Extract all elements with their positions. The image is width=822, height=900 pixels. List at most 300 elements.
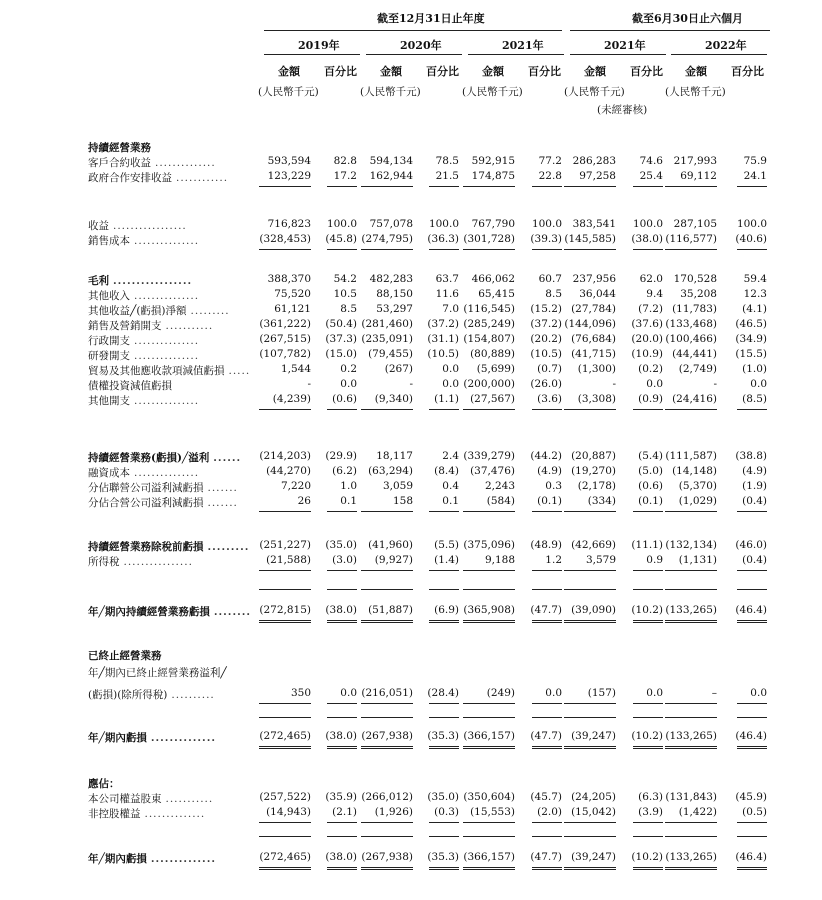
row-label-text: 客戶合約收益 xyxy=(88,157,151,169)
subtotal-rule xyxy=(532,570,562,571)
row-label xyxy=(88,363,250,378)
amount-cell: (37,476) xyxy=(470,465,515,477)
subtotal-rule xyxy=(259,409,311,410)
percent-cell: (39.3) xyxy=(530,233,562,245)
amount-cell: 286,283 xyxy=(572,155,616,167)
row-label-text: (虧損)(除所得稅) xyxy=(88,689,168,701)
percent-cell: (5.4) xyxy=(638,450,663,462)
subtotal-rule xyxy=(463,717,515,718)
percent-cell: (0.6) xyxy=(332,393,357,405)
amount-cell: 65,415 xyxy=(478,288,515,300)
percent-cell: (37.2) xyxy=(427,318,459,330)
amount-cell: (251,227) xyxy=(259,539,311,551)
amount-cell: (41,960) xyxy=(368,539,413,551)
percent-cell: (45.8) xyxy=(325,233,357,245)
amount-cell: (19,270) xyxy=(571,465,616,477)
row-label-text: 收益 xyxy=(88,220,109,232)
percent-cell: (20.2) xyxy=(530,333,562,345)
percent-cell: 0.0 xyxy=(646,687,663,699)
percent-cell: (10.5) xyxy=(530,348,562,360)
amount-cell: (366,157) xyxy=(463,730,515,742)
leader-dots: .............. xyxy=(150,732,217,744)
percent-cell: 0.0 xyxy=(646,378,663,390)
percent-cell: 77.2 xyxy=(538,155,562,167)
percent-cell: (0.9) xyxy=(638,393,663,405)
amount-cell: (584) xyxy=(486,495,515,507)
subtotal-rule xyxy=(665,186,717,187)
amount-cell: (2,749) xyxy=(678,363,717,375)
percent-cell: (35.0) xyxy=(427,791,459,803)
subtotal-rule xyxy=(564,186,616,187)
subtotal-rule xyxy=(327,409,357,410)
percent-cell: (1.9) xyxy=(742,480,767,492)
row-label xyxy=(88,233,199,248)
amount-cell: (51,887) xyxy=(368,604,413,616)
amount-cell: (3,308) xyxy=(577,393,616,405)
year-header: 2019年 xyxy=(298,39,340,52)
amount-cell: 123,229 xyxy=(267,170,311,182)
subtotal-rule xyxy=(361,409,413,410)
percent-cell: 21.5 xyxy=(435,170,459,182)
percent-cell: 100.0 xyxy=(632,218,663,230)
amount-cell: 350 xyxy=(290,687,311,699)
amount-cell: (4,239) xyxy=(272,393,311,405)
percent-cell: 0.0 xyxy=(545,687,562,699)
subtotal-rule xyxy=(361,511,413,512)
subtotal-rule xyxy=(532,717,562,718)
subtotal-rule xyxy=(532,822,562,823)
percent-cell: (1.0) xyxy=(742,363,767,375)
subtotal-rule xyxy=(564,717,616,718)
amount-cell: (133,265) xyxy=(665,851,717,863)
amount-header: 金額 xyxy=(482,65,504,78)
percent-cell: 0.0 xyxy=(750,378,767,390)
percent-cell: (5.5) xyxy=(434,539,459,551)
total-double-rule xyxy=(429,746,459,749)
amount-cell: (274,795) xyxy=(361,233,413,245)
amount-cell: 9,188 xyxy=(484,554,515,566)
unaudited-label: (未經審核) xyxy=(597,104,648,116)
subtotal-rule xyxy=(463,570,515,571)
amount-cell: (2,178) xyxy=(577,480,616,492)
row-label xyxy=(88,791,213,806)
total-double-rule xyxy=(737,620,767,623)
total-double-rule xyxy=(361,746,413,749)
amount-cell: (24,205) xyxy=(571,791,616,803)
total-double-rule xyxy=(633,867,663,870)
row-label xyxy=(88,450,241,465)
amount-cell: 388,370 xyxy=(267,273,311,285)
year-underline xyxy=(570,54,666,55)
year-underline xyxy=(671,54,767,55)
row-label xyxy=(88,851,216,866)
percent-cell: 0.0 xyxy=(340,687,357,699)
row-label xyxy=(88,554,193,569)
row-label-text: 持續經營業務(虧損)╱溢利 xyxy=(88,452,210,464)
row-label xyxy=(88,348,199,363)
amount-cell: 3,579 xyxy=(585,554,616,566)
leader-dots: ......... xyxy=(207,541,250,553)
amount-cell: (301,728) xyxy=(463,233,515,245)
subtotal-rule xyxy=(633,822,663,823)
row-label-text: 分佔合營公司溢利減虧損 xyxy=(88,497,204,509)
amount-cell: (375,096) xyxy=(463,539,515,551)
unit-label: (人民幣千元) xyxy=(462,86,523,98)
leader-dots: ............... xyxy=(134,335,200,347)
amount-cell: (1,029) xyxy=(678,495,717,507)
percent-cell: 8.5 xyxy=(340,303,357,315)
amount-cell: 75,520 xyxy=(274,288,311,300)
amount-cell: (39,247) xyxy=(571,730,616,742)
percent-cell: (10.2) xyxy=(631,730,663,742)
row-label-text: 毛利 xyxy=(88,275,109,287)
percent-cell: (8.4) xyxy=(434,465,459,477)
subtotal-rule xyxy=(532,589,562,590)
leader-dots: ............... xyxy=(134,235,200,247)
year-underline xyxy=(366,54,462,55)
percent-cell: (38.0) xyxy=(325,851,357,863)
amount-cell: 592,915 xyxy=(471,155,515,167)
percent-cell: (40.6) xyxy=(735,233,767,245)
subtotal-rule xyxy=(429,703,459,704)
amount-cell: (116,577) xyxy=(665,233,717,245)
percent-cell: (45.9) xyxy=(735,791,767,803)
amount-cell: (80,889) xyxy=(470,348,515,360)
amount-cell: (15,042) xyxy=(571,806,616,818)
total-double-rule xyxy=(463,746,515,749)
percent-cell: (47.7) xyxy=(530,604,562,616)
amount-cell: (5,699) xyxy=(476,363,515,375)
amount-cell: (15,553) xyxy=(470,806,515,818)
percent-cell: (48.9) xyxy=(530,539,562,551)
percent-cell: 11.6 xyxy=(435,288,459,300)
amount-cell: - xyxy=(612,378,616,390)
leader-dots: ........... xyxy=(165,320,214,332)
percent-cell: 74.6 xyxy=(639,155,663,167)
amount-cell: 466,062 xyxy=(471,273,515,285)
subtotal-rule xyxy=(327,717,357,718)
subtotal-rule xyxy=(665,249,717,250)
percent-cell: 25.4 xyxy=(639,170,663,182)
percent-cell: (4.9) xyxy=(537,465,562,477)
percent-cell: 17.2 xyxy=(333,170,357,182)
amount-cell: - xyxy=(307,378,311,390)
amount-cell: 53,297 xyxy=(376,303,413,315)
amount-cell: (14,148) xyxy=(672,465,717,477)
percent-cell: (38.0) xyxy=(631,233,663,245)
percent-cell: (37.3) xyxy=(325,333,357,345)
amount-cell: 767,790 xyxy=(471,218,515,230)
percent-cell: (8.5) xyxy=(742,393,767,405)
percent-cell: 0.1 xyxy=(340,495,357,507)
percent-cell: (4.1) xyxy=(742,303,767,315)
percent-cell: (46.0) xyxy=(735,539,767,551)
interim-period-header: 截至6月30日止六個月 xyxy=(632,12,743,25)
subtotal-rule xyxy=(327,589,357,590)
subtotal-rule xyxy=(665,570,717,571)
subtotal-rule xyxy=(737,409,767,410)
percent-cell: 0.3 xyxy=(545,480,562,492)
percent-cell: (47.7) xyxy=(530,851,562,863)
subtotal-rule xyxy=(665,409,717,410)
percent-cell: 0.2 xyxy=(340,363,357,375)
percent-cell: 8.5 xyxy=(545,288,562,300)
subtotal-rule xyxy=(259,836,311,837)
year-header: 2020年 xyxy=(400,39,442,52)
total-double-rule xyxy=(564,620,616,623)
amount-cell: (44,441) xyxy=(672,348,717,360)
amount-cell: (257,522) xyxy=(259,791,311,803)
amount-cell: (235,091) xyxy=(361,333,413,345)
subtotal-rule xyxy=(463,186,515,187)
subtotal-rule xyxy=(633,703,663,704)
subtotal-rule xyxy=(429,249,459,250)
amount-cell: (44,270) xyxy=(266,465,311,477)
amount-cell: (14,943) xyxy=(266,806,311,818)
percent-cell: (35.3) xyxy=(427,851,459,863)
row-label-text: 政府合作安排收益 xyxy=(88,172,172,184)
leader-dots: ............ xyxy=(176,172,229,184)
percent-cell: (50.4) xyxy=(325,318,357,330)
subtotal-rule xyxy=(361,717,413,718)
amount-cell: 482,283 xyxy=(369,273,413,285)
year-header: 2021年 xyxy=(604,39,646,52)
amount-cell: 97,258 xyxy=(579,170,616,182)
percent-cell: (0.6) xyxy=(638,480,663,492)
percent-cell: 22.8 xyxy=(538,170,562,182)
percent-cell: (11.1) xyxy=(631,539,663,551)
subtotal-rule xyxy=(259,511,311,512)
row-label xyxy=(88,806,205,821)
subtotal-rule xyxy=(633,717,663,718)
percent-cell: (10.5) xyxy=(427,348,459,360)
total-double-rule xyxy=(259,867,311,870)
row-label-text: 年╱期內持續經營業務虧損 xyxy=(88,606,210,618)
subtotal-rule xyxy=(259,570,311,571)
percent-cell: (38.8) xyxy=(735,450,767,462)
subtotal-rule xyxy=(564,409,616,410)
amount-cell: 3,059 xyxy=(382,480,413,492)
subtotal-rule xyxy=(564,589,616,590)
amount-cell: (272,465) xyxy=(259,851,311,863)
percent-cell: (10.9) xyxy=(631,348,663,360)
amount-cell: (267,515) xyxy=(259,333,311,345)
subtotal-rule xyxy=(361,589,413,590)
percent-cell: 63.7 xyxy=(435,273,459,285)
subtotal-rule xyxy=(737,249,767,250)
percent-cell: (4.9) xyxy=(742,465,767,477)
subtotal-rule xyxy=(633,186,663,187)
percent-cell: (5.0) xyxy=(638,465,663,477)
amount-cell: (111,587) xyxy=(665,450,717,462)
amount-cell: (107,782) xyxy=(259,348,311,360)
amount-cell: (267,938) xyxy=(361,730,413,742)
percent-cell: (36.3) xyxy=(427,233,459,245)
amount-cell: 383,541 xyxy=(572,218,616,230)
subtotal-rule xyxy=(463,511,515,512)
subtotal-rule xyxy=(532,186,562,187)
total-double-rule xyxy=(665,867,717,870)
leader-dots: ................ xyxy=(123,556,193,568)
amount-cell: (350,604) xyxy=(463,791,515,803)
amount-cell: (116,545) xyxy=(463,303,515,315)
amount-cell: (216,051) xyxy=(361,687,413,699)
subtotal-rule xyxy=(737,186,767,187)
row-label xyxy=(88,730,216,745)
attributable-section-title: 應佔： xyxy=(88,778,120,790)
percent-cell: (0.7) xyxy=(537,363,562,375)
percent-cell: (47.7) xyxy=(530,730,562,742)
total-double-rule xyxy=(429,620,459,623)
subtotal-rule xyxy=(737,822,767,823)
percent-cell: 12.3 xyxy=(743,288,767,300)
subtotal-rule xyxy=(259,717,311,718)
percent-cell: (26.0) xyxy=(530,378,562,390)
amount-cell: 162,944 xyxy=(369,170,413,182)
percent-cell: (1.1) xyxy=(434,393,459,405)
leader-dots: ................. xyxy=(113,220,187,232)
leader-dots: ......... xyxy=(190,305,230,317)
total-double-rule xyxy=(463,867,515,870)
row-label xyxy=(88,378,176,393)
total-double-rule xyxy=(665,620,717,623)
subtotal-rule xyxy=(463,589,515,590)
amount-cell: (39,247) xyxy=(571,851,616,863)
subtotal-rule xyxy=(737,589,767,590)
amount-cell: 1,544 xyxy=(280,363,311,375)
percent-cell: (38.0) xyxy=(325,604,357,616)
amount-cell: - xyxy=(713,378,717,390)
row-label xyxy=(88,288,199,303)
amount-cell: (1,300) xyxy=(577,363,616,375)
subtotal-rule xyxy=(633,249,663,250)
percent-cell: (15.5) xyxy=(735,348,767,360)
percent-cell: (46.5) xyxy=(735,318,767,330)
row-label-text: 年╱期內虧損 xyxy=(88,853,147,865)
row-label xyxy=(88,273,192,288)
subtotal-rule xyxy=(327,186,357,187)
subtotal-rule xyxy=(327,822,357,823)
total-double-rule xyxy=(737,867,767,870)
percent-cell: (31.1) xyxy=(427,333,459,345)
amount-cell: 287,105 xyxy=(673,218,717,230)
percent-cell: (46.4) xyxy=(735,730,767,742)
amount-cell: (267,938) xyxy=(361,851,413,863)
total-double-rule xyxy=(327,867,357,870)
subtotal-rule xyxy=(532,703,562,704)
percent-cell: (28.4) xyxy=(427,687,459,699)
amount-cell: 35,208 xyxy=(680,288,717,300)
subtotal-rule xyxy=(665,589,717,590)
amount-cell: (272,465) xyxy=(259,730,311,742)
percent-cell: (15.0) xyxy=(325,348,357,360)
total-double-rule xyxy=(259,746,311,749)
subtotal-rule xyxy=(633,589,663,590)
subtotal-rule xyxy=(259,822,311,823)
percent-cell: (2.0) xyxy=(537,806,562,818)
amount-cell: (9,340) xyxy=(374,393,413,405)
subtotal-rule xyxy=(429,570,459,571)
total-double-rule xyxy=(737,746,767,749)
percent-cell: (3.6) xyxy=(537,393,562,405)
amount-cell: (361,222) xyxy=(259,318,311,330)
amount-header: 金額 xyxy=(584,65,606,78)
amount-cell: – xyxy=(711,687,717,699)
subtotal-rule xyxy=(361,570,413,571)
row-label xyxy=(88,318,213,333)
subtotal-rule xyxy=(361,249,413,250)
subtotal-rule xyxy=(532,511,562,512)
unit-label: (人民幣千元) xyxy=(564,86,625,98)
annual-divider xyxy=(264,30,562,31)
amount-cell: (76,684) xyxy=(571,333,616,345)
row-label xyxy=(88,687,215,702)
percent-cell: (15.2) xyxy=(530,303,562,315)
total-double-rule xyxy=(327,620,357,623)
amount-header: 金額 xyxy=(380,65,402,78)
percent-cell: (10.2) xyxy=(631,604,663,616)
subtotal-rule xyxy=(429,717,459,718)
leader-dots: ................. xyxy=(113,275,193,287)
amount-cell: 594,134 xyxy=(369,155,413,167)
subtotal-rule xyxy=(564,836,616,837)
subtotal-rule xyxy=(429,186,459,187)
percent-cell: (45.7) xyxy=(530,791,562,803)
continuing-section-title: 持續經營業務 xyxy=(88,142,151,154)
total-double-rule xyxy=(259,620,311,623)
subtotal-rule xyxy=(633,511,663,512)
percent-cell: 24.1 xyxy=(743,170,767,182)
year-header: 2021年 xyxy=(502,39,544,52)
amount-cell: (41,715) xyxy=(571,348,616,360)
percent-cell: 0.4 xyxy=(442,480,459,492)
subtotal-rule xyxy=(737,511,767,512)
subtotal-rule xyxy=(532,836,562,837)
row-label xyxy=(88,539,249,554)
percent-cell: 0.0 xyxy=(442,378,459,390)
percent-cell: (37.6) xyxy=(631,318,663,330)
subtotal-rule xyxy=(737,570,767,571)
percent-cell: (2.1) xyxy=(332,806,357,818)
percent-cell: 1.0 xyxy=(340,480,357,492)
percent-cell: 54.2 xyxy=(333,273,357,285)
percent-cell: 0.1 xyxy=(442,495,459,507)
subtotal-rule xyxy=(737,836,767,837)
percent-cell: (29.9) xyxy=(325,450,357,462)
amount-cell: (20,887) xyxy=(571,450,616,462)
subtotal-rule xyxy=(463,703,515,704)
subtotal-rule xyxy=(665,822,717,823)
percent-cell: (35.9) xyxy=(325,791,357,803)
subtotal-rule xyxy=(327,570,357,571)
percent-cell: (0.4) xyxy=(742,495,767,507)
amount-cell: (79,455) xyxy=(368,348,413,360)
percent-cell: 0.9 xyxy=(646,554,663,566)
amount-cell: (144,096) xyxy=(564,318,616,330)
percent-cell: (1.4) xyxy=(434,554,459,566)
subtotal-rule xyxy=(327,836,357,837)
subtotal-rule xyxy=(463,249,515,250)
row-label-text: 銷售成本 xyxy=(88,235,130,247)
amount-cell: 757,078 xyxy=(369,218,413,230)
row-label xyxy=(88,480,238,495)
amount-cell: (21,588) xyxy=(266,554,311,566)
amount-cell: (266,012) xyxy=(361,791,413,803)
total-double-rule xyxy=(327,746,357,749)
percent-cell: 62.0 xyxy=(639,273,663,285)
total-double-rule xyxy=(633,620,663,623)
subtotal-rule xyxy=(532,409,562,410)
